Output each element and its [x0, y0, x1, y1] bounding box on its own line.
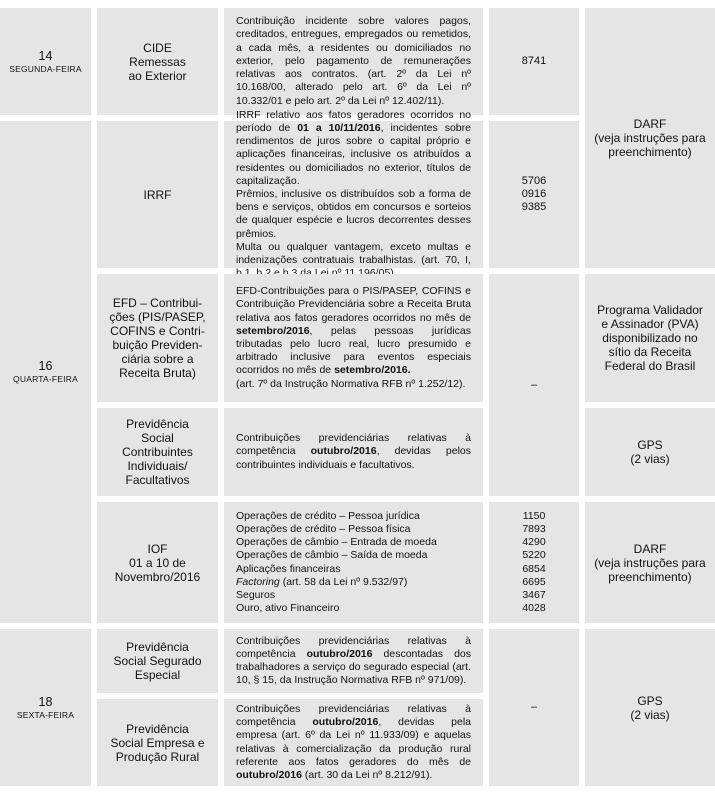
no-code: –: [530, 378, 538, 391]
iof-operation: Operações de crédito – Pessoa física: [236, 523, 411, 536]
tax-name-line: Facultativos: [125, 473, 190, 487]
payment-line: (2 vias): [630, 707, 670, 722]
iof-operation: Seguros: [236, 588, 276, 601]
tax-name-line: Produção Rural: [115, 749, 200, 764]
description-text: Contribuição incidente sobre valores pagos, creditados, entregues, empregados ou remetidos, a cada mês, a residentes ou domiciliados no exterior, pelo pagamento de remunerações relativas aos contratos. (art. 2º da Lei nº 10.168/00, alterado pelo art. 6º da Lei nº 10.332/01 e pelo art. 2º da Lei nº 12.402/11).: [236, 15, 471, 107]
code-dash-16: [489, 274, 579, 496]
revenue-code: 5706: [521, 175, 547, 187]
no-code: –: [530, 701, 538, 713]
revenue-code: 6695: [522, 575, 546, 588]
revenue-code: 0916: [521, 188, 547, 200]
iof-operation: Operações de crédito – Pessoa jurídica: [236, 510, 420, 523]
code-dash-18: [489, 629, 579, 786]
revenue-code: 9385: [521, 201, 547, 213]
weekday: QUARTA-FEIRA: [13, 374, 78, 384]
description-text: IRRF relativo aos fatos geradores ocorridos no período de 01 a 10/11/2016, incidentes sobre rendimentos de juros sobre o capital próprio e aplicações financeiras, inclusive os atribuídos a residentes ou domiciliados no exterior, títulos de capitalização.: [236, 108, 471, 187]
weekday: SEXTA-FEIRA: [16, 709, 75, 720]
description-text: Contribuições previdenciárias relativas à competência outubro/2016 descontadas dos trabalhadores a serviço do segurado especial (art. 10, § 15, da Instrução Normativa RFB nº 971/09).: [236, 634, 472, 687]
tax-empresa-producao-rural-cell: [97, 699, 218, 786]
iof-operations-list: [224, 502, 483, 623]
payment-line: DARF: [633, 541, 667, 556]
tax-name-line: Novembro/2016: [114, 569, 201, 584]
payment-gps-18: [585, 629, 715, 786]
tax-irrf-cell: [97, 121, 218, 268]
revenue-code: 6854: [522, 562, 546, 575]
description-empresa-producao-rural: [224, 699, 483, 786]
description-segurado-especial: [224, 629, 483, 693]
tax-name-line: IOF: [147, 541, 168, 556]
payment-line: (veja instruções para: [594, 555, 706, 570]
tax-name-line: Remessas: [129, 54, 186, 69]
tax-name-line: ções (PIS/PASEP,: [109, 310, 206, 324]
code-cide: [489, 8, 579, 115]
iof-operation: Operações de câmbio – Entrada de moeda: [236, 536, 437, 549]
description-text: EFD-Contribuições para o PIS/PASEP, COFINS e Contribuição Previdenciária sobre a Receita Bruta relativa aos fatos geradores ocorridos no mês de setembro/2016, pelas pessoas jurídicas tributadas pelo lucro real, lucro presumido e arbitrado inclusive para eventos especiais ocorridos no mês de setembro/2016.: [236, 285, 471, 377]
payment-line: Programa Validador: [597, 303, 703, 317]
payment-line: GPS: [637, 438, 663, 452]
tax-efd-cell: [97, 274, 218, 402]
tax-name-line: Previdência: [126, 417, 189, 431]
tax-name-line: Receita Bruta): [119, 366, 196, 380]
payment-line: DARF: [633, 117, 667, 131]
payment-line: preenchimento): [608, 145, 692, 159]
payment-line: preenchimento): [608, 569, 692, 584]
revenue-code: 4028: [522, 601, 546, 614]
day-number: 18: [38, 694, 53, 709]
day-number: 16: [38, 359, 53, 373]
tax-name-line: Social Segurado: [113, 654, 202, 668]
tax-name-line: 01 a 10 de: [129, 555, 186, 570]
tax-name-line: Individuais/: [127, 459, 188, 473]
revenue-code: 5220: [522, 549, 546, 562]
tax-name-line: ciária sobre a: [121, 352, 194, 366]
payment-line: (veja instruções para: [594, 131, 706, 145]
iof-codes-list: [489, 502, 579, 623]
tax-name-line: Contribuintes: [122, 445, 193, 459]
payment-line: Federal do Brasil: [604, 359, 696, 373]
description-text: (art. 7º da Instrução Normativa RFB nº 1.252/12).: [236, 377, 466, 390]
description-text: Multa ou qualquer vantagem, exceto multas e indenizações contratuais trabalhistas. (art. 70, I,: [236, 240, 471, 266]
tax-name-line: Previdência: [126, 640, 189, 654]
day-number: 14: [38, 48, 53, 63]
description-previdencia-contribuintes: [224, 408, 483, 496]
tax-name-line: EFD – Contribui-: [112, 296, 203, 310]
description-text: Contribuições previdenciárias relativas à competência outubro/2016, devidas pelos contribuintes individuais e facultativos.: [236, 432, 471, 471]
payment-darf-1: [585, 8, 715, 268]
revenue-code: 8741: [521, 55, 547, 67]
revenue-code: 7893: [522, 523, 546, 536]
iof-operation: Ouro, ativo Financeiro: [236, 601, 340, 614]
tax-cide-cell: [97, 8, 218, 115]
code-irrf: [489, 121, 579, 268]
tax-name-line: Social: [141, 431, 174, 445]
iof-operation: Aplicações financeiras: [236, 562, 341, 575]
tax-name-line: ao Exterior: [128, 68, 187, 83]
payment-line: sítio da Receita: [608, 345, 692, 359]
weekday: SEGUNDA-FEIRA: [9, 63, 82, 74]
payment-line: GPS: [637, 693, 663, 708]
description-irrf: [224, 108, 483, 268]
day-14-cell: [0, 8, 91, 115]
tax-name-line: Previdência: [126, 721, 189, 736]
revenue-code: 1150: [522, 510, 546, 523]
revenue-code: 4290: [522, 536, 546, 549]
tax-name-line: Social Empresa e: [110, 735, 205, 750]
payment-pva: [585, 274, 715, 402]
day-16-cell: [0, 121, 91, 623]
iof-operation: Operações de câmbio – Saída de moeda: [236, 549, 428, 562]
day-18-cell: [0, 629, 91, 786]
tax-name-line: COFINS e Contri-: [110, 324, 205, 338]
payment-darf-iof: [585, 502, 715, 623]
description-text: Contribuições previdenciárias relativas à competência outubro/2016, devidas pela empresa (art. 6º da Lei nº 11.933/09) e aquelas relativas à comercialização da produção rural referente aos fatos geradores do mês de outubro/2016 (art. 30 da Lei nº 8.212/91).: [236, 702, 471, 781]
tax-iof-cell: [97, 502, 218, 623]
description-text: Prêmios, inclusive os distribuídos sob a forma de bens e serviços, obtidos em concursos e sorteios de qualquer espécie e lucros decorrentes desses prêmios.: [236, 187, 471, 240]
payment-line: e Assinador (PVA): [601, 317, 699, 331]
tax-name-line: Especial: [134, 668, 181, 682]
tax-name-line: CIDE: [143, 40, 172, 55]
description-cide: [224, 8, 483, 115]
payment-line: (2 vias): [630, 452, 670, 466]
description-efd: [224, 274, 483, 402]
tax-name: IRRF: [143, 187, 172, 202]
revenue-code: 3467: [522, 588, 546, 601]
tax-previdencia-contribuintes-cell: [97, 408, 218, 496]
iof-operation: Factoring (art. 58 da Lei nº 9.532/97): [236, 575, 408, 588]
payment-line: disponibilizado no: [602, 331, 698, 345]
payment-gps-16: [585, 408, 715, 496]
tax-name-line: buição Previden-: [112, 338, 203, 352]
tax-segurado-especial-cell: [97, 629, 218, 693]
